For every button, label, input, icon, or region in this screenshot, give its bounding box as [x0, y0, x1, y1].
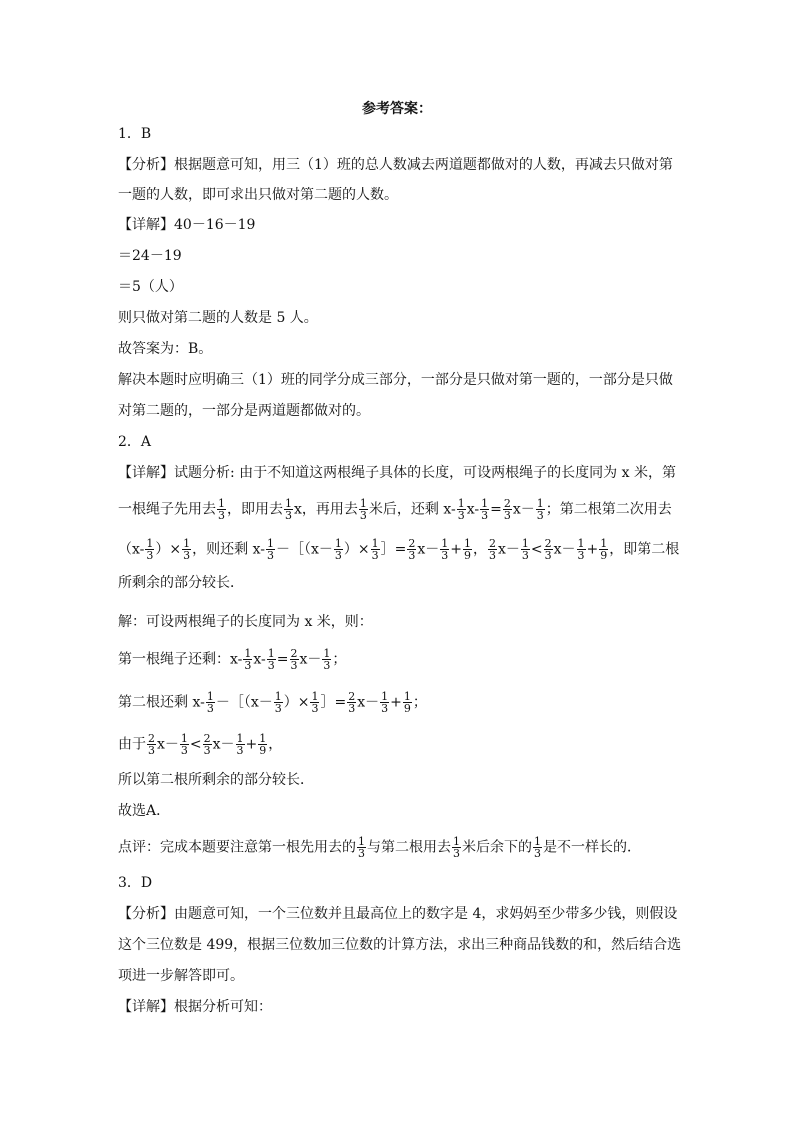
fraction: $\frac{1}{3}$	[206, 690, 214, 715]
text-segment: +	[245, 736, 258, 753]
text-segment: x－	[357, 694, 380, 711]
analysis-text: 这个三位数是 499，根据三位数加三位数的计算方法，求出三种商品钱数的和，然后结合选	[118, 937, 682, 953]
analysis-text: 项进一步解答即可。	[118, 968, 244, 984]
text-segment: ）×	[343, 541, 370, 558]
solution-text: 【详解】40－16－19	[118, 217, 256, 233]
fraction: $\frac{1}{3}$	[457, 497, 465, 522]
fraction: $\frac{1}{3}$	[183, 537, 191, 562]
fraction: $\frac{2}{3}$	[408, 537, 416, 562]
text-segment: 由于	[118, 736, 146, 753]
text-segment: +	[586, 541, 599, 558]
detail-text: 【详解】试题分析: 由于不知道这两根绳子具体的长度，可设两根绳子的长度同为 x 米，第	[118, 465, 676, 481]
text-segment: x－	[157, 736, 179, 753]
fraction: $\frac{2}{3}$	[503, 497, 511, 522]
fraction: $\frac{1}{3}$	[359, 497, 367, 522]
fraction: $\frac{1}{9}$	[259, 732, 267, 757]
fraction: $\frac{2}{3}$	[488, 537, 496, 562]
fraction: $\frac{1}{3}$	[371, 537, 379, 562]
text-segment: ］=	[320, 694, 347, 711]
text-segment: 点评：完成本题要注意第一根先用去的	[118, 839, 356, 856]
fraction: $\frac{1}{3}$	[534, 835, 541, 860]
text-segment: x－	[299, 651, 322, 668]
answer-3-label: 3．D	[118, 875, 153, 891]
note-text: 解决本题时应明确三（1）班的同学分成三部分，一部分是只做对第一题的，一部分是只做	[118, 372, 673, 388]
text-segment: ，即第二根	[609, 541, 680, 558]
fraction: $\frac{1}{3}$	[381, 690, 389, 715]
math-line	[118, 733, 282, 756]
text-segment: （x-	[118, 541, 145, 558]
solution-text: 【详解】根据分析可知：	[118, 999, 272, 1015]
text-segment: ；第二根第二次用去	[545, 501, 672, 518]
page-title: 参考答案：	[362, 101, 432, 117]
text-segment: ；	[412, 694, 427, 711]
fraction: $\frac{2}{3}$	[544, 537, 552, 562]
text-segment: ）×	[283, 694, 310, 711]
text-segment: x，再用去	[294, 501, 358, 518]
text-segment: x－	[512, 501, 535, 518]
answer-2-label: 2．A	[118, 434, 152, 450]
text-segment: =	[276, 651, 289, 668]
text-segment: ，	[268, 736, 283, 753]
text-segment: +	[450, 541, 462, 558]
fraction: $\frac{1}{3}$	[180, 732, 188, 757]
note-text: 对第二题的，一部分是两道题都做对的。	[118, 403, 370, 419]
fraction: $\frac{1}{9}$	[600, 537, 608, 562]
answer-1-label: 1．B	[118, 126, 152, 142]
fraction: $\frac{1}{3}$	[274, 690, 282, 715]
fraction: $\frac{1}{9}$	[403, 690, 411, 715]
solution-text: 则只做对第二题的人数是 5 人。	[118, 310, 318, 326]
fraction: $\frac{1}{3}$	[358, 835, 365, 860]
fraction: $\frac{1}{3}$	[453, 835, 460, 860]
text-segment: x－	[417, 541, 440, 558]
text-segment: x－	[212, 736, 235, 753]
text-segment: ，则还剩 x-	[192, 541, 265, 558]
fraction: $\frac{1}{3}$	[441, 537, 449, 562]
fraction: $\frac{1}{3}$	[285, 497, 292, 522]
text-segment: 一根绳子先用去	[118, 501, 216, 518]
answer-text: 故选A．	[118, 803, 171, 819]
text-segment: ）×	[155, 541, 182, 558]
text-segment: x－	[497, 541, 520, 558]
fraction: $\frac{1}{3}$	[267, 647, 275, 672]
text-segment: 第二根还剩 x-	[118, 694, 205, 711]
analysis-text: 一题的人数，即可求出只做对第二题的人数。	[118, 187, 398, 203]
fraction: $\frac{1}{3}$	[323, 647, 331, 672]
math-line	[118, 691, 427, 714]
fraction: $\frac{1}{3}$	[577, 537, 585, 562]
fraction: $\frac{1}{3}$	[334, 537, 342, 562]
text-segment: =	[490, 501, 502, 518]
fraction: $\frac{1}{3}$	[481, 497, 489, 522]
fraction: $\frac{1}{3}$	[521, 537, 529, 562]
text-segment: 是不一样长的．	[543, 839, 641, 856]
analysis-text: 【分析】根据题意可知，用三（1）班的总人数减去两道题都做对的人数，再减去只做对第	[118, 157, 673, 173]
math-line	[118, 498, 672, 521]
text-segment: +	[390, 694, 402, 711]
fraction: $\frac{1}{3}$	[236, 732, 244, 757]
text-segment: 米后余下的	[462, 839, 532, 856]
text-segment: x－	[553, 541, 576, 558]
fraction: $\frac{2}{3}$	[290, 647, 298, 672]
text-segment: 第一根绳子还剩：x-	[118, 651, 243, 668]
fraction: $\frac{2}{3}$	[203, 732, 211, 757]
math-line	[118, 648, 346, 671]
text-segment: 与第二根用去	[367, 839, 451, 856]
comment-line	[118, 836, 641, 859]
answer-text: 故答案为：B。	[118, 341, 213, 357]
text-segment: x-	[253, 651, 266, 668]
fraction: $\frac{2}{3}$	[148, 732, 155, 757]
fraction: $\frac{1}{3}$	[266, 537, 274, 562]
text-segment: －［（x－	[275, 541, 333, 558]
conclusion-text: 所以第二根所剩余的部分较长．	[118, 772, 314, 788]
solution-text: ＝24－19	[118, 248, 182, 264]
text-segment: ］=	[380, 541, 407, 558]
text-segment: ，	[472, 541, 487, 558]
math-line	[118, 538, 679, 561]
text-segment: x-	[466, 501, 480, 518]
fraction: $\frac{2}{3}$	[348, 690, 356, 715]
text-segment: <	[530, 541, 543, 558]
detail-text: 所剩余的部分较长．	[118, 575, 244, 591]
text-segment: ，即用去	[227, 501, 283, 518]
solution-intro: 解：可设两根绳子的长度同为 x 米，则：	[118, 614, 373, 630]
fraction: $\frac{1}{3}$	[311, 690, 319, 715]
analysis-text: 【分析】由题意可知，一个三位数并且最高位上的数字是 4，求妈妈至少带多少钱，则假设	[118, 906, 678, 922]
fraction: $\frac{1}{3}$	[146, 537, 154, 562]
fraction: $\frac{1}{9}$	[463, 537, 471, 562]
fraction: $\frac{1}{3}$	[244, 647, 252, 672]
text-segment: <	[189, 736, 202, 753]
solution-text: ＝5（人）	[118, 279, 183, 295]
fraction: $\frac{1}{3}$	[218, 497, 225, 522]
text-segment: 米后，还剩 x-	[368, 501, 456, 518]
fraction: $\frac{1}{3}$	[536, 497, 544, 522]
text-segment: ；	[332, 651, 347, 668]
text-segment: －［（x－	[215, 694, 273, 711]
